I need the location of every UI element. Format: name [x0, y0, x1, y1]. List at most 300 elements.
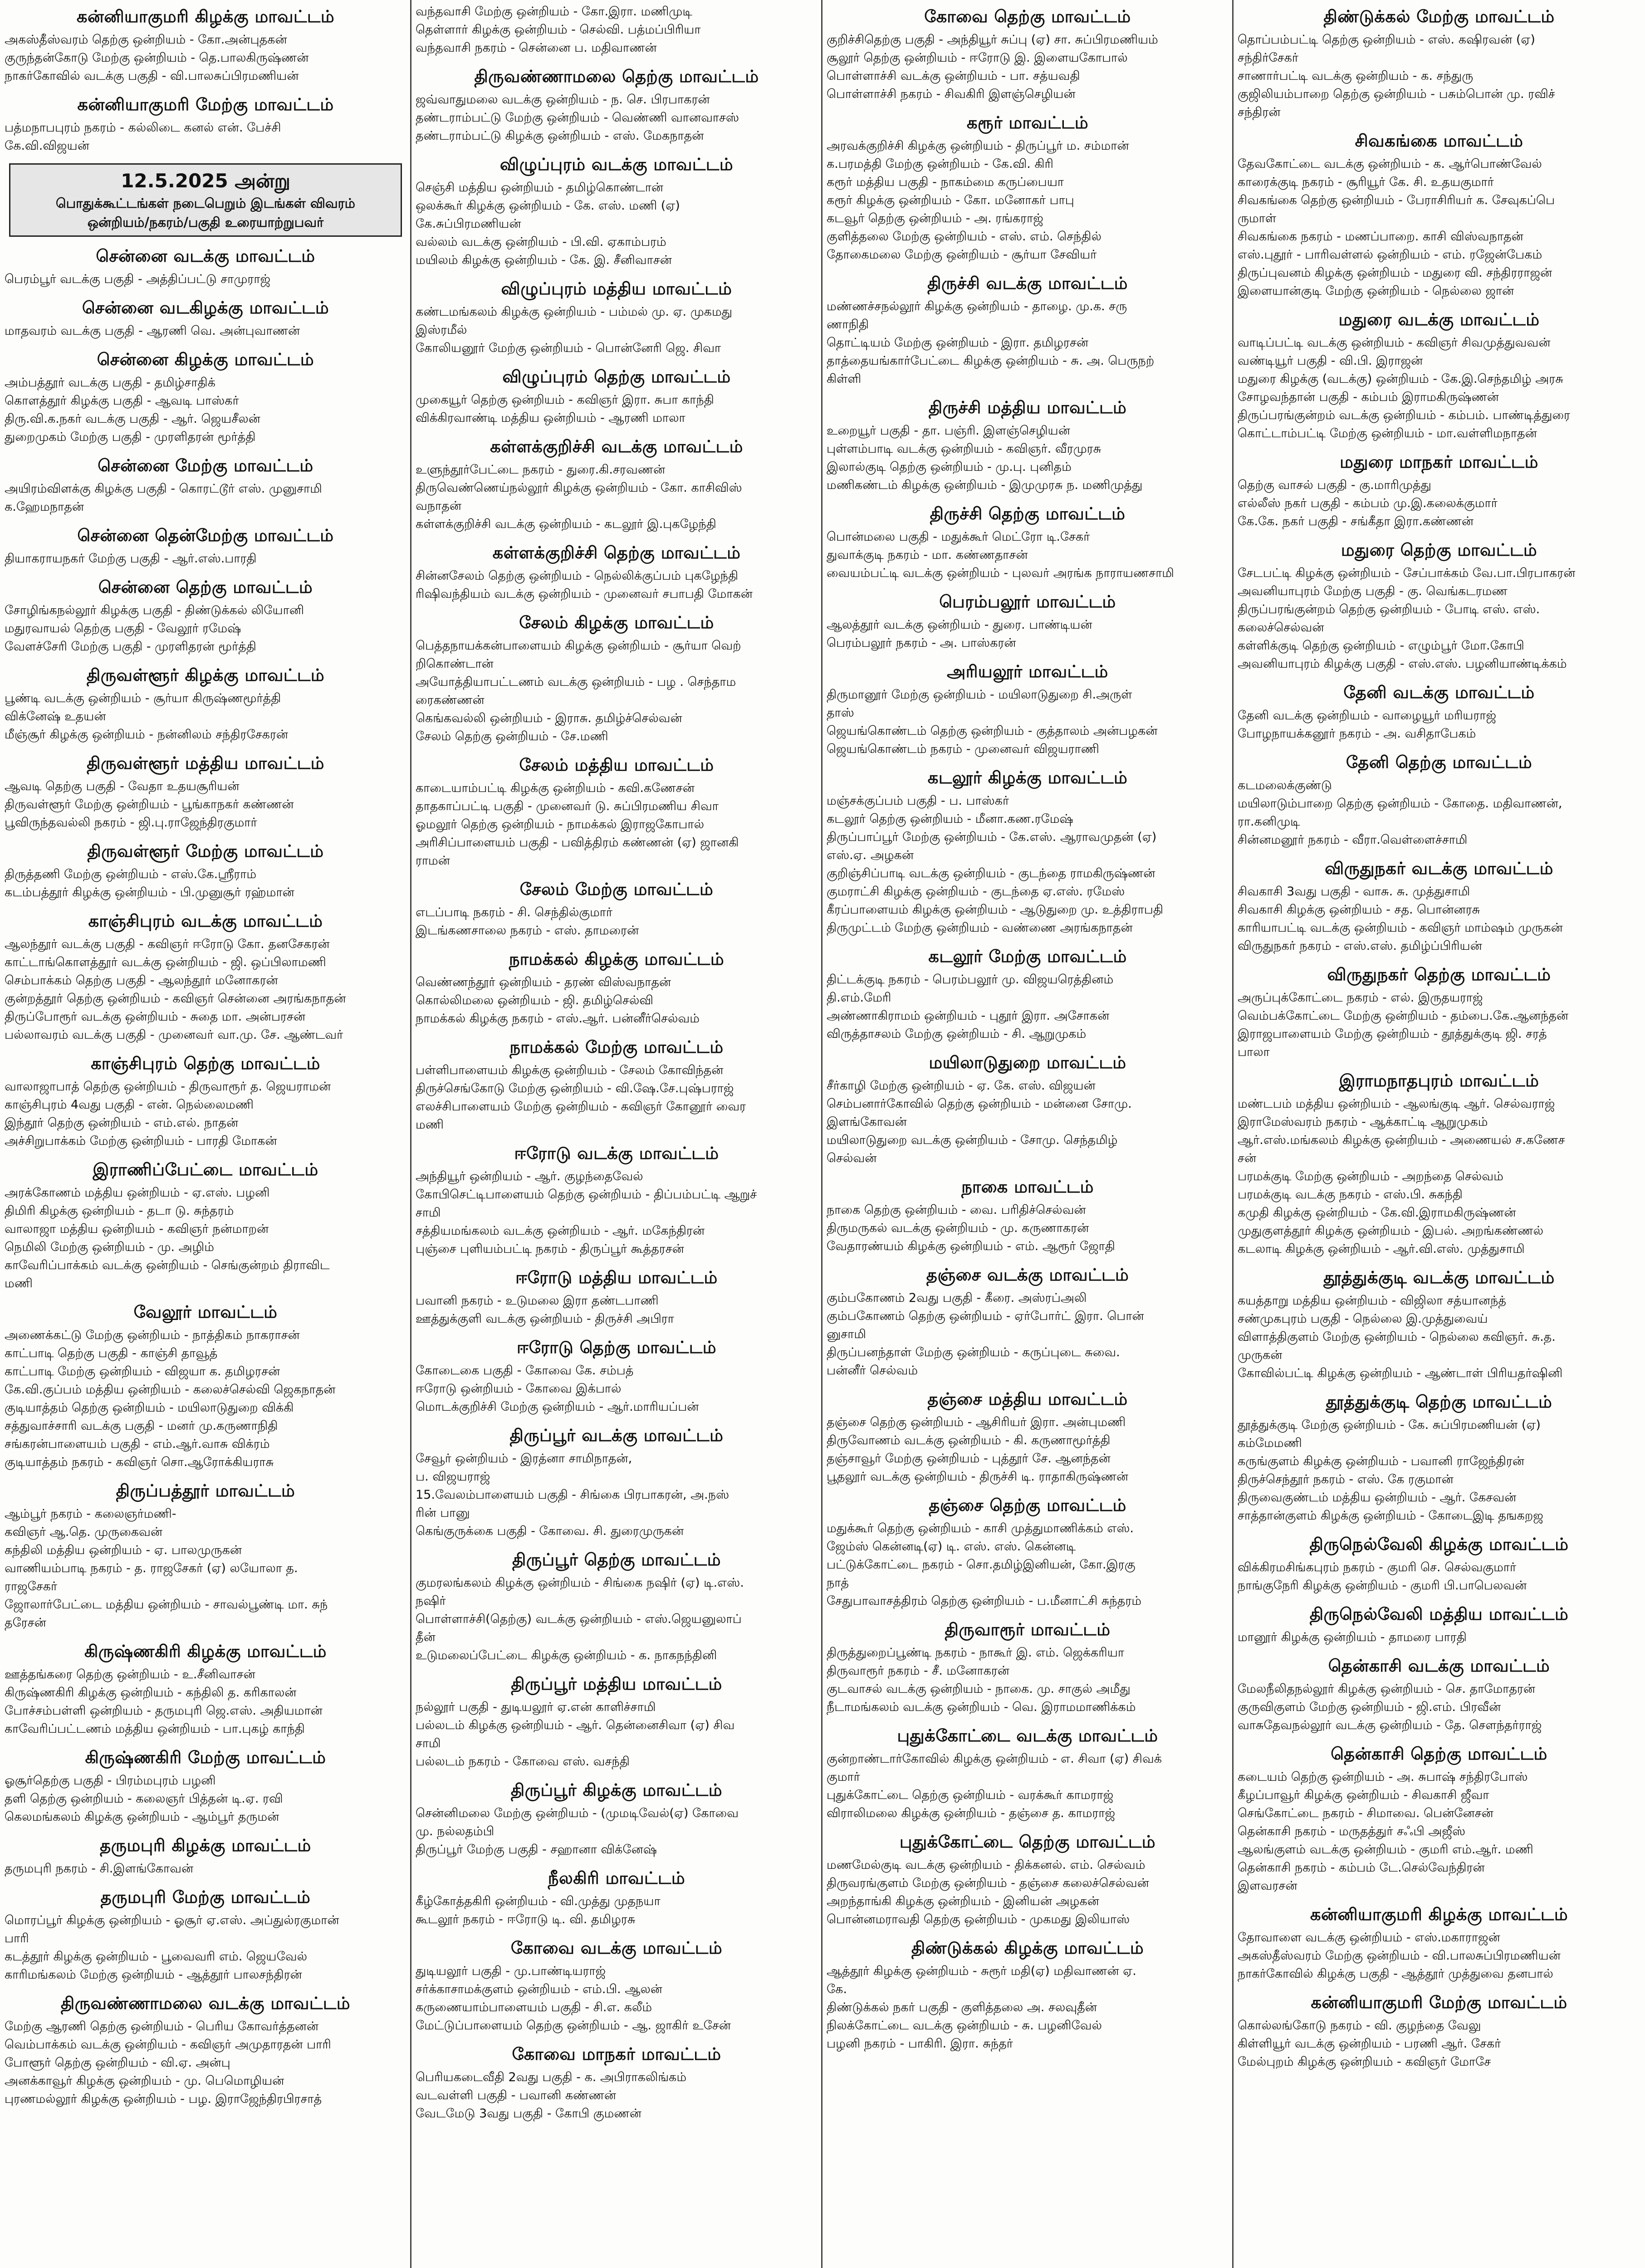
speaker-entry: போளூர் தெற்கு ஒன்றியம் - வி.ஏ. அன்பு	[5, 2056, 230, 2070]
column-2	[411, 0, 822, 2268]
speaker-entry: திருச்செந்தூர் நகரம் - எஸ். கே ரகுமான்	[1238, 1472, 1454, 1486]
speaker-entry: திருமானூர் மேற்கு ஒன்றியம் - மயிலாடுதுறை சி.அருள்	[827, 688, 1132, 702]
district-heading: மதுரை வடக்கு மாவட்டம்	[1338, 310, 1540, 329]
district-heading: கடலூர் மேற்கு மாவட்டம்	[928, 947, 1127, 966]
district-section	[416, 153, 818, 269]
district-heading: திருச்சி தெற்கு மாவட்டம்	[930, 504, 1126, 523]
speaker-entry: ரின் பானு	[416, 1506, 470, 1520]
district-section	[416, 366, 818, 427]
speaker-entry: ராமன்	[416, 854, 450, 868]
speaker-entry: பொன்னமராவதி தெற்கு ஒன்றியம் - முகமது இலியாஸ்	[827, 1912, 1130, 1926]
speaker-entry: அண்ணாகிராமம் ஒன்றியம் - புதூர் இரா. அசோகன்	[827, 1009, 1110, 1023]
speaker-entry: இளையான்குடி மேற்கு ஒன்றியம் - நெல்லை ஜான்	[1238, 284, 1514, 298]
speaker-entry: திருத்துறைப்பூண்டி நகரம் - நாகூர் இ. எம். ஜெக்கரியா	[827, 1646, 1124, 1660]
district-heading: ஈரோடு தெற்கு மாவட்டம்	[516, 1338, 717, 1357]
district-heading: திருப்பத்தூர் மாவட்டம்	[116, 1481, 295, 1501]
speaker-entry: கருணையாம்பாளையம் பகுதி - சி.எ. கலீம்	[416, 2000, 652, 2014]
speaker-entry: மொடக்குறிச்சி மேற்கு ஒன்றியம் - ஆர்.மாரியப்பன்	[416, 1400, 699, 1414]
district-heading: திண்டுக்கல் கிழக்கு மாவட்டம்	[911, 1938, 1144, 1958]
speaker-entry: கலைச்செல்வன்	[1238, 621, 1324, 635]
speaker-entry: வாணியம்பாடி நகரம் - த. ராஜசேகர் (ஏ) லயோலா த.	[5, 1561, 298, 1575]
speaker-entry: வந்தவாசி நகரம் - சென்னை ப. மதிவாணன்	[416, 41, 657, 55]
speaker-entry: தண்டராம்பட்டு மேற்கு ஒன்றியம் - வெண்ணி வானவாசஸ்	[416, 111, 739, 125]
district-section	[416, 435, 818, 533]
speaker-entry: நீடாமங்கலம் வடக்கு ஒன்றியம் - வெ. இராமமாணிக்கம்	[827, 1700, 1136, 1714]
district-heading: மதுரை தெற்கு மாவட்டம்	[1341, 540, 1537, 560]
speaker-entry: கே.	[827, 1982, 847, 1996]
speaker-entry: விளாத்திகுளம் மேற்கு ஒன்றியம் - நெல்லை கவிஞர். சு.த.	[1238, 1330, 1556, 1344]
speaker-entry: தென்காசி நகரம் - கம்பம் டே.செல்வேந்திரன்	[1238, 1861, 1485, 1875]
speaker-entry: பட்டுக்கோட்டை நகரம் - சொ.தமிழ்இனியன், கோ.இரகு	[827, 1558, 1136, 1572]
district-heading: புதுக்கோட்டை வடக்கு மாவட்டம்	[897, 1726, 1158, 1745]
speaker-entry: கோபிசெட்டிபாளையம் தெற்கு ஒன்றியம் - திப்பம்பட்டி ஆறுச்	[416, 1188, 757, 1202]
speaker-entry: திருச்செங்கோடு மேற்கு ஒன்றியம் - வி.ஷே.சே.புஷ்பராஜ்	[416, 1081, 734, 1095]
district-section	[416, 948, 818, 1028]
speaker-entry: ரிஷிவந்தியம் வடக்கு ஒன்றியம் - முனைவர் சபாபதி மோகன்	[416, 587, 753, 601]
speaker-entry: தாத்தையங்கார்பேட்டை கிழக்கு ஒன்றியம் - சு. அ. பெருநற்	[827, 354, 1155, 368]
speaker-entry: விருதுநகர் நகரம் - எஸ்.எஸ். தமிழ்ப்பிரியன்	[1238, 939, 1482, 953]
speaker-entry: திருமருகல் வடக்கு ஒன்றியம் - மு. கருணாகரன்	[827, 1221, 1089, 1235]
speaker-entry: மணிகண்டம் கிழக்கு ஒன்றியம் - இமுமுரசு ந. மணிமுத்து	[827, 478, 1143, 492]
speaker-entry: பொள்ளாச்சி(தெற்கு) வடக்கு ஒன்றியம் - எஸ்.ஜெயனுலாப்	[416, 1612, 742, 1626]
district-heading: கோவை தெற்கு மாவட்டம்	[924, 7, 1131, 26]
district-heading: கன்னியாகுமரி மேற்கு மாவட்டம்	[1311, 1993, 1567, 2012]
speaker-entry: தி.எம்.மேரி	[827, 991, 891, 1005]
speaker-entry: கடலாடி கிழக்கு ஒன்றியம் - ஆர்.வி.எஸ். முத்துசாமி	[1238, 1242, 1525, 1256]
speaker-entry: ஊத்துக்குளி வடக்கு ஒன்றியம் - திருச்சி அபிரா	[416, 1312, 674, 1326]
speaker-entry: ப. விஜயராஜ்	[416, 1470, 490, 1484]
speaker-entry: அறந்தாங்கி கிழக்கு ஒன்றியம் - இனியன் அழகன்	[827, 1894, 1099, 1908]
district-heading: விருதுநகர் தெற்கு மாவட்டம்	[1327, 965, 1551, 984]
district-section	[827, 1264, 1229, 1380]
district-section	[1238, 1603, 1640, 1647]
speaker-entry: குளித்தலை மேற்கு ஒன்றியம் - எஸ். எம். செந்தில்	[827, 230, 1102, 244]
speaker-entry: சேதுபாவாசத்திரம் தெற்கு ஒன்றியம் - ப.மீனாட்சி சுந்தரம்	[827, 1594, 1141, 1608]
district-section	[416, 611, 818, 746]
speaker-entry: திரு.வி.க.நகர் வடக்கு பகுதி - ஆர். ஜெயசீலன்	[5, 412, 260, 426]
speaker-entry: றிகொண்டான்	[416, 657, 494, 671]
district-heading: அரியலூர் மாவட்டம்	[947, 662, 1108, 681]
district-section	[827, 1494, 1229, 1610]
speaker-entry: அவனியாபுரம் கிழக்கு பகுதி - எஸ்.எஸ். பழனியாண்டிக்கம்	[1238, 657, 1567, 671]
speaker-entry: குமார்	[827, 1770, 860, 1784]
speaker-entry: அகஸ்தீஸ்வரம் மேற்கு ஒன்றியம் - வி.பாலசுப்பிரமணியன்	[1238, 1949, 1561, 1963]
speaker-entry: குடவாசல் வடக்கு ஒன்றியம் - நாகை. மு. சாகுல் அமீது	[827, 1682, 1131, 1696]
speaker-entry: விராலிமலை கிழக்கு ஒன்றியம் - தஞ்சை த. காமராஜ்	[827, 1806, 1116, 1820]
district-section	[5, 1992, 406, 2108]
district-section	[5, 1834, 406, 1878]
speaker-entry: குறிச்சிதெற்கு பகுதி - அந்தியூர் சுப்பு (ஏ) சா. சுப்பிரமணியம்	[827, 33, 1158, 47]
speaker-entry: ஆவடி தெற்கு பகுதி - வேதா உதயசூரியன்	[5, 779, 240, 793]
speaker-entry: நாகர்கோவில் வடக்கு பகுதி - வி.பாலசுப்பிரமணியன்	[5, 69, 299, 83]
speaker-entry: காவேரிப்பட்டணம் மத்திய ஒன்றியம் - பா.புகழ் காந்தி	[5, 1722, 305, 1736]
district-section	[827, 272, 1229, 388]
district-section	[827, 503, 1229, 582]
speaker-entry: திருவள்ளூர் மேற்கு ஒன்றியம் - பூங்காநகர் கண்ணன்	[5, 797, 294, 811]
speaker-entry: தென்காசி நகரம் - மருதத்துர் சஃபி அஜீஸ்	[1238, 1824, 1466, 1838]
district-heading: திருச்சி மத்திய மாவட்டம்	[928, 398, 1127, 417]
speaker-entry: கோவில்பட்டி கிழக்கு ஒன்றியம் - ஆண்டாள் பிரியதர்ஷினி	[1238, 1366, 1563, 1380]
speaker-entry: அயோத்தியாபட்டணம் வடக்கு ஒன்றியம் - பழ . செந்தாம	[416, 675, 736, 689]
district-section	[827, 1176, 1229, 1256]
district-heading: சேலம் மத்திய மாவட்டம்	[519, 755, 714, 775]
speaker-entry: கடவூர் தெற்கு ஒன்றியம் - அ. ரங்கராஜ்	[827, 211, 1043, 225]
speaker-entry: குருவிகுளம் மேற்கு ஒன்றியம் - ஜி.எம். பிரவீன்	[1238, 1700, 1501, 1714]
speaker-entry: அம்பத்தூர் வடக்கு பகுதி - தமிழ்சாதிக்	[5, 376, 215, 390]
speaker-entry: சூலூர் தெற்கு ஒன்றியம் - ஈரோடு இ. இளையகோபால்	[827, 51, 1128, 65]
speaker-entry: கிருஷ்ணகிரி கிழக்கு ஒன்றியம் - கந்திலி த. கரிகாலன்	[5, 1686, 297, 1700]
district-section	[5, 1301, 406, 1471]
speaker-entry: சேவூர் ஒன்றியம் - இரத்னா சாமிநாதன்,	[416, 1452, 632, 1466]
speaker-entry: கந்திலி மத்திய ஒன்றியம் - ஏ. பாலமுருகன்	[5, 1543, 242, 1557]
district-heading: கன்னியாகுமரி மேற்கு மாவட்டம்	[77, 95, 334, 114]
district-section	[5, 664, 406, 744]
speaker-entry: காட்டாங்கொளத்தூர் வடக்கு ஒன்றியம் - ஜி. ஒப்பிலாமணி	[5, 955, 326, 969]
speaker-entry: கே.கே. நகர் பகுதி - சங்கீதா இரா.கண்ணன்	[1238, 514, 1474, 528]
speaker-entry: துறைமுகம் மேற்கு பகுதி - முரளிதரன் மூர்த்தி	[5, 430, 256, 444]
speaker-entry: மதுரை கிழக்கு (வடக்கு) ஒன்றியம் - கே.இ.செந்தமிழ் அரசு	[1238, 372, 1563, 386]
speaker-entry: சின்னமனூர் நகரம் - வீரா.வெள்ளைச்சாமி	[1238, 833, 1468, 847]
district-section	[5, 1886, 406, 1984]
speaker-entry: கீழப்பாவூர் கிழக்கு ஒன்றியம் - சிவகாசி ஜீவா	[1238, 1788, 1489, 1802]
speaker-entry: வநாதன்	[416, 499, 462, 513]
district-section	[827, 5, 1229, 103]
district-heading: தஞ்சை மத்திய மாவட்டம்	[927, 1389, 1128, 1409]
speaker-entry: கே.வி.குப்பம் மத்திய ஒன்றியம் - கலைச்செல்வி ஜெகநாதன்	[5, 1383, 336, 1397]
speaker-entry: செம்பனார்கோவில் தெற்கு ஒன்றியம் - மன்னை சோமு.	[827, 1097, 1132, 1111]
speaker-entry: சாத்தான்குளம் கிழக்கு ஒன்றியம் - கோடைஇடி தஙகறஜ	[1238, 1509, 1543, 1523]
district-section	[5, 524, 406, 568]
speaker-entry: ஜவ்வாதுமலை வடக்கு ஒன்றியம் - ந. செ. பிரபாகரன்	[416, 93, 710, 107]
speaker-entry: நாத்	[827, 1576, 849, 1590]
district-heading: திருப்பூர் தெற்கு மாவட்டம்	[512, 1550, 721, 1569]
district-section	[416, 1673, 818, 1771]
speaker-entry: மயிலாடும்பாறை தெற்கு ஒன்றியம் - கோதை. மதிவாணன்,	[1238, 797, 1562, 811]
district-section	[416, 1424, 818, 1540]
speaker-entry: காட்பாடி தெற்கு பகுதி - காஞ்சி தாவூத்	[5, 1346, 218, 1360]
district-section	[827, 396, 1229, 494]
speaker-entry: பள்ளிபாளையம் கிழக்கு ஒன்றியம் - சேலம் கோவிந்தன்	[416, 1063, 724, 1077]
district-section	[1238, 1533, 1640, 1595]
speaker-entry: மானூர் கிழக்கு ஒன்றியம் - தாமரை பாரதி	[1238, 1630, 1467, 1644]
district-section	[1238, 751, 1640, 849]
speaker-entry: பரமக்குடி மேற்கு ஒன்றியம் - அறந்தை செல்வம்	[1238, 1169, 1503, 1183]
speaker-entry: பழனி நகரம் - பாகிரி. இரா. சுந்தர்	[827, 2037, 1013, 2051]
speaker-entry: காடையாம்பட்டி கிழக்கு ஒன்றியம் - கவி.கணேசன்	[416, 781, 695, 795]
district-heading: திருநெல்வேலி மத்திய மாவட்டம்	[1309, 1604, 1569, 1624]
district-heading: திருப்பூர் கிழக்கு மாவட்டம்	[510, 1780, 723, 1800]
speaker-entry: சண்முகபுரம் பகுதி - நெல்லை இ.முத்துவைய்	[1238, 1312, 1488, 1326]
speaker-entry: கெங்குருக்கை பகுதி - கோவை. சி. துரைமுருகன்	[416, 1524, 684, 1538]
speaker-entry: பெரம்பலூர் நகரம் - அ. பாஸ்கரன்	[827, 636, 1016, 650]
speaker-entry: ரைகண்ணன்	[416, 693, 485, 707]
speaker-entry: சந்திர்சேகர்	[1238, 51, 1298, 65]
district-heading: இராணிப்பேட்டை மாவட்டம்	[93, 1160, 318, 1179]
speaker-entry: திமிரி கிழக்கு ஒன்றியம் - தடா டு. சுந்தரம்	[5, 1204, 234, 1218]
speaker-entry: தஞ்சை தெற்கு ஒன்றியம் - ஆசிரியர் இரா. அன்புமணி	[827, 1415, 1126, 1429]
speaker-entry: ஆலங்குளம் வடக்கு ஒன்றியம் - குமரி எம்.ஆர். மணி	[1238, 1843, 1533, 1857]
speaker-entry: சேலம் தெற்கு ஒன்றியம் - சே.மணி	[416, 729, 608, 743]
speaker-entry: க.ஹேமநாதன்	[5, 500, 84, 514]
speaker-entry: கயத்தாறு மத்திய ஒன்றியம் - விஜிலா சத்யானந்த்	[1238, 1294, 1506, 1308]
speaker-entry: பொள்ளாச்சி வடக்கு ஒன்றியம் - பா. சத்யவதி	[827, 69, 1080, 83]
district-heading: இராமநாதபுரம் மாவட்டம்	[1339, 1071, 1539, 1090]
notice-date: 12.5.2025 அன்று	[121, 170, 290, 192]
speaker-entry: பரமக்குடி வடக்கு நகரம் - எஸ்.பி. சுகந்தி	[1238, 1188, 1463, 1202]
speaker-entry: தண்டராம்பட்டு கிழக்கு ஒன்றியம் - எஸ். மேகநாதன்	[416, 129, 704, 143]
speaker-entry: இளவரசன்	[1238, 1879, 1297, 1893]
speaker-entry: பெரம்பூர் வடக்கு பகுதி - அத்திப்பட்டு சாமுராஜ்	[5, 272, 270, 286]
district-section	[416, 878, 818, 940]
district-section	[827, 1831, 1229, 1929]
column-4	[1233, 0, 1645, 2268]
speaker-entry: திருப்பரங்குன்றம் தெற்கு ஒன்றியம் - போடி எஸ். எஸ்.	[1238, 602, 1540, 616]
speaker-entry: தஞ்சாவூர் மேற்கு ஒன்றியம் - புத்தூர் சே. ஆனந்தன்	[827, 1452, 1111, 1466]
speaker-entry: மணி	[5, 1276, 33, 1290]
column-3	[822, 0, 1233, 2268]
speaker-entry: திருப்புவனம் கிழக்கு ஒன்றியம் - மதுரை வி. சந்திரராஜன்	[1238, 266, 1552, 280]
speaker-entry: எலச்சிபாளையம் மேற்கு ஒன்றியம் - கவிஞர் கோனூர் வைர	[416, 1100, 746, 1114]
district-heading: தஞ்சை தெற்கு மாவட்டம்	[929, 1496, 1126, 1515]
speaker-entry: தொட்டியம் மேற்கு ஒன்றியம் - இரா. தமிழரசன்	[827, 336, 1089, 350]
speaker-entry: வாலாஜா மத்திய ஒன்றியம் - கவிஞர் நன்மாறன்	[5, 1222, 269, 1236]
speaker-entry: புரணமல்லூர் கிழக்கு ஒன்றியம் - பழ. இராஜேந்திரபிரசாத்	[5, 2092, 322, 2106]
speaker-entry: புதுக்கோட்டை தெற்கு ஒன்றியம் - வரக்கூர் காமராஜ்	[827, 1788, 1114, 1802]
speaker-entry: இந்தூர் தெற்கு ஒன்றியம் - எம்.எல். நாதன்	[5, 1116, 239, 1130]
speaker-entry: கடையம் தெற்கு ஒன்றியம் - அ. சுபாஷ் சந்திரபோஸ்	[1238, 1770, 1528, 1784]
district-heading: கோவை வடக்கு மாவட்டம்	[510, 1938, 723, 1958]
district-heading: புதுக்கோட்டை தெற்கு மாவட்டம்	[899, 1832, 1156, 1852]
speaker-entry: காரைக்குடி நகரம் - சூரியூர் கே. சி. உதயகுமார்	[1238, 175, 1494, 189]
district-section	[1238, 1391, 1640, 1525]
district-heading: தருமபுரி கிழக்கு மாவட்டம்	[100, 1836, 311, 1855]
district-section	[416, 1336, 818, 1416]
speaker-entry: இஸ்ரமீல்	[416, 323, 467, 337]
speaker-entry: ஆத்தூர் கிழக்கு ஒன்றியம் - சுரூர் மதி(ஏ) மதிவாணன் ஏ.	[827, 1964, 1136, 1978]
district-section	[1238, 1070, 1640, 1258]
speaker-entry: புள்ளம்பாடி வடக்கு ஒன்றியம் - கவிஞர். வீரமுரசு	[827, 442, 1102, 456]
district-heading: சென்னை மேற்கு மாவட்டம்	[98, 456, 313, 475]
speaker-entry: போழநாயக்கனூர் நகரம் - அ. வசிதாபேகம்	[1238, 727, 1476, 741]
speaker-entry: குமரலங்கலம் கிழக்கு ஒன்றியம் - சிங்கை நஷிர் (ஏ) டி.எஸ்.	[416, 1576, 744, 1590]
district-heading: கிருஷ்ணகிரி மேற்கு மாவட்டம்	[85, 1748, 326, 1767]
district-section	[416, 1036, 818, 1134]
speaker-entry: சாணார்பட்டி வடக்கு ஒன்றியம் - க. சந்துரு	[1238, 69, 1474, 83]
district-section	[416, 1549, 818, 1665]
district-section	[5, 297, 406, 340]
speaker-entry: ஜேம்ஸ் கென்னடி(ஏ) டி. எஸ். எஸ். கென்னடி	[827, 1540, 1076, 1554]
district-heading: கோவை மாநகர் மாவட்டம்	[512, 2044, 721, 2064]
speaker-entry: மண்ணச்சநல்லூர் கிழக்கு ஒன்றியம் - தாழை. மு.க. சரு	[827, 299, 1127, 313]
speaker-entry: மாதவரம் வடக்கு பகுதி - ஆரணி வெ. அன்புவாணன்	[5, 324, 300, 338]
district-heading: சேலம் கிழக்கு மாவட்டம்	[519, 613, 714, 632]
speaker-entry: தாதகாப்பட்டி பகுதி - முனைவர் டு. சுப்பிரமணிய சிவா	[416, 799, 719, 813]
district-section	[827, 1051, 1229, 1168]
speaker-entry: நாங்குநேரி கிழக்கு ஒன்றியம் - குமரி பி.பாபெலவன்	[1238, 1579, 1527, 1593]
speaker-entry: திருவரங்குளம் மேற்கு ஒன்றியம் - தஞ்சை கலைச்செல்வன்	[827, 1876, 1149, 1890]
district-section	[827, 945, 1229, 1043]
speaker-entry: மேலநீலிதநல்லூர் கிழக்கு ஒன்றியம் - செ. தாமோதரன்	[1238, 1682, 1536, 1696]
speaker-entry: மீஞ்சூர் கிழக்கு ஒன்றியம் - நன்னிலம் சந்திரசேகரன்	[5, 728, 289, 742]
district-section	[5, 348, 406, 446]
speaker-entry: கள்ளக்குறிச்சி வடக்கு ஒன்றியம் - கடலூர் இ.புகழேந்தி	[416, 517, 716, 531]
speaker-entry: ணாநிதி	[827, 318, 869, 332]
district-heading: காஞ்சிபுரம் வடக்கு மாவட்டம்	[88, 911, 323, 931]
notice-title: பொதுக்கூட்டங்கள் நடைபெறும் இடங்கள் விவரம்	[56, 196, 355, 211]
speaker-entry: வேடமேடு 3வது பகுதி - கோபி குமணன்	[416, 2107, 641, 2121]
speaker-entry: மொரப்பூர் கிழக்கு ஒன்றியம் - ஓசூர் ஏ.எஸ். அப்துல்ரகுமான்	[5, 1913, 339, 1927]
speaker-entry: முருகன்	[1238, 1348, 1283, 1362]
district-section	[827, 1388, 1229, 1486]
speaker-entry: திருத்தணி மேற்கு ஒன்றியம் - எஸ்.கே.ஸ்ரீராம்	[5, 867, 257, 881]
speaker-entry: பெரியகடைவீதி 2வது பகுதி - க. அபிராகலிங்கம்	[416, 2070, 687, 2084]
speaker-entry: அவனியாபுரம் மேற்கு பகுதி - கு. வெங்கடரமண	[1238, 584, 1508, 598]
speaker-entry: பவானி நகரம் - உடுமலை இரா தண்டபாணி	[416, 1294, 659, 1308]
district-heading: திருப்பூர் வடக்கு மாவட்டம்	[509, 1426, 724, 1445]
district-heading: திருவண்ணாமலை தெற்கு மாவட்டம்	[474, 67, 759, 86]
district-heading: விழுப்புரம் தெற்கு மாவட்டம்	[502, 367, 731, 386]
speaker-entry: சோழிங்கநல்லூர் கிழக்கு பகுதி - திண்டுக்கல் லியோனி	[5, 603, 304, 617]
district-section	[416, 1142, 818, 1258]
district-heading: தென்காசி வடக்கு மாவட்டம்	[1328, 1656, 1550, 1676]
district-heading: நாமக்கல் கிழக்கு மாவட்டம்	[509, 949, 725, 969]
district-section	[827, 591, 1229, 652]
speaker-entry: மயிலம் கிழக்கு ஒன்றியம் - கே. இ. சீனிவாசன்	[416, 253, 672, 267]
column-1	[0, 0, 411, 2268]
speaker-entry: குருந்தன்கோடு மேற்கு ஒன்றியம் - தெ.பாலகிருஷ்ணன்	[5, 51, 309, 65]
district-heading: திருநெல்வேலி கிழக்கு மாவட்டம்	[1309, 1535, 1569, 1554]
speaker-entry: கம்மேமணி	[1238, 1436, 1302, 1450]
speaker-entry: உளுந்தூர்பேட்டை நகரம் - துரை.கி.சரவணன்	[416, 463, 666, 477]
speaker-entry: அயிரம்விளக்கு கிழக்கு பகுதி - கொரட்டூர் எஸ். முனுசாமி	[5, 482, 322, 496]
speaker-entry: நல்லூர் பகுதி - துடியலூர் ஏ.என் காளிச்சாமி	[416, 1700, 656, 1714]
district-section	[1238, 5, 1640, 122]
speaker-entry: இலால்குடி தெற்கு ஒன்றியம் - மு.பு. புனிதம்	[827, 460, 1072, 474]
district-heading: ஈரோடு மத்திய மாவட்டம்	[515, 1268, 718, 1287]
district-section	[5, 245, 406, 288]
speaker-entry: திருப்பனந்தாள் மேற்கு ஒன்றியம் - கருப்புடை சுவை.	[827, 1345, 1120, 1359]
speaker-entry: சேடபட்டி கிழக்கு ஒன்றியம் - சேப்பாக்கம் வே.பா.பிரபாகரன்	[1238, 566, 1576, 580]
speaker-entry: பொன்மலை பகுதி - மதுக்கூர் மெட்ரோ டி.சேகர்	[827, 530, 1090, 544]
district-heading: கரூர் மாவட்டம்	[966, 113, 1089, 132]
speaker-entry: சோழவந்தான் பகுதி - கம்பம் இராமகிருஷ்ணன்	[1238, 390, 1499, 404]
speaker-entry: எடப்பாடி நகரம் - சி. செந்தில்குமார்	[416, 905, 613, 919]
speaker-entry: முகையூர் தெற்கு ஒன்றியம் - கவிஞர் இரா. சுபா காந்தி	[416, 393, 714, 407]
speaker-entry: பல்லடம் கிழக்கு ஒன்றியம் - ஆர். தென்னைசிவா (ஏ) சிவ	[416, 1718, 735, 1732]
speaker-entry: சிவகாசி கிழக்கு ஒன்றியம் - சத. பொன்னரசு	[1238, 903, 1480, 917]
speaker-entry: ஈரோடு ஒன்றியம் - கோவை இக்பால்	[416, 1382, 622, 1396]
district-heading: திருச்சி வடக்கு மாவட்டம்	[927, 274, 1128, 293]
notice-subtitle: ஒன்றியம்/நகரம்/பகுதி உரையாற்றுபவர்	[87, 215, 324, 230]
speaker-entry: கொல்லிமலை ஒன்றியம் - ஜி. தமிழ்செல்வி	[416, 993, 653, 1007]
district-heading: கடலூர் கிழக்கு மாவட்டம்	[927, 768, 1128, 787]
district-section	[416, 542, 818, 603]
speaker-entry: பல்லாவரம் வடக்கு பகுதி - முனைவர் வா.மு. சே. ஆண்டவர்	[5, 1028, 343, 1042]
speaker-entry: ராஜசேகர்	[5, 1579, 58, 1593]
speaker-entry: அகஸ்தீஸ்வரம் தெற்கு ஒன்றியம் - கோ.அன்புதகன்	[5, 33, 287, 47]
speaker-entry: தூத்துக்குடி மேற்கு ஒன்றியம் - கே. சுப்பிரமணியன் (ஏ)	[1238, 1418, 1541, 1432]
speaker-entry: தளி தெற்கு ஒன்றியம் - கலைஞர் பித்தன் டி.ஏ. ரவி	[5, 1792, 283, 1806]
speaker-entry: உடுமலைப்பேட்டை கிழக்கு ஒன்றியம் - க. நாகநந்தினி	[416, 1648, 717, 1662]
speaker-entry: போச்சம்பள்ளி ஒன்றியம் - தருமபுரி ஜெ.எஸ். அதியமான்	[5, 1704, 323, 1718]
speaker-entry: கொட்டாம்பட்டி மேற்கு ஒன்றியம் - மா.வள்ளிமநாதன்	[1238, 426, 1537, 440]
speaker-entry: விருத்தாசலம் மேற்கு ஒன்றியம் - சி. ஆறுமுகம்	[827, 1027, 1087, 1041]
speaker-entry: எஸ்.புதூர் - பாரிவள்ளல் ஒன்றியம் - எம். ரஜேன்பேகம்	[1238, 248, 1542, 262]
speaker-entry: மேற்கு ஆரணி தெற்கு ஒன்றியம் - பெரிய கோவர்த்தனன்	[5, 2019, 319, 2033]
speaker-entry: திருப்பரங்குன்றம் வடக்கு ஒன்றியம் - கம்பம். பாண்டித்துரை	[1238, 408, 1570, 422]
speaker-entry: கள்ளிக்குடி தெற்கு ஒன்றியம் - எழும்பூர் மோ.கோபி	[1238, 639, 1524, 653]
speaker-entry: மு. நல்லதம்பி	[416, 1824, 494, 1838]
district-heading: திருவள்ளூர் கிழக்கு மாவட்டம்	[86, 665, 325, 685]
speaker-entry: கடமலைக்குண்டு	[1238, 778, 1332, 792]
speaker-entry: வந்தவாசி மேற்கு ஒன்றியம் - கோ.இரா. மணிமுடி	[416, 5, 692, 19]
speaker-entry: வையம்பட்டி வடக்கு ஒன்றியம் - புலவர் அரங்க நாராயணசாமி	[827, 566, 1174, 580]
speaker-entry: வேளச்சேரி மேற்கு பகுதி - முரளிதரன் மூர்த்தி	[5, 640, 256, 654]
speaker-entry: வேதாரண்யம் கிழக்கு ஒன்றியம் - எம். ஆரூர் ஜோதி	[827, 1239, 1115, 1253]
speaker-entry: அருப்புக்கோட்டை நகரம் - எல். இருதயராஜ்	[1238, 991, 1483, 1005]
district-section	[827, 112, 1229, 264]
district-section	[416, 3, 818, 57]
speaker-entry: இடங்கணசாலை நகரம் - எஸ். தாமரைன்	[416, 924, 639, 938]
speaker-entry: துடியலூர் பகுதி - மு.பாண்டியராஜ்	[416, 1964, 606, 1978]
district-heading: விழுப்புரம் மத்திய மாவட்டம்	[501, 279, 732, 298]
speaker-entry: தீன்	[416, 1630, 436, 1644]
speaker-entry: கிள்ளி	[827, 372, 862, 386]
district-heading: சென்னை வடக்கு மாவட்டம்	[96, 246, 315, 266]
speaker-entry: கும்பகோணம் 2வது பகுதி - கீரை. அஸ்ரப்அலி	[827, 1291, 1087, 1305]
district-section	[5, 1640, 406, 1738]
district-heading: தூத்துக்குடி வடக்கு மாவட்டம்	[1323, 1268, 1555, 1287]
speaker-entry: கீரப்பாளையம் கிழக்கு ஒன்றியம் - ஆடுதுறை மு. உத்திராபதி	[827, 903, 1164, 917]
speaker-entry: கொல்லங்கோடு நகரம் - வி. குழந்தை வேலு	[1238, 2019, 1481, 2033]
speaker-entry: காவேரிப்பாக்கம் வடக்கு ஒன்றியம் - செங்குன்றம் திராவிட	[5, 1258, 330, 1272]
speaker-entry: அந்தியூர் ஒன்றியம் - ஆர். குழந்தைவேல்	[416, 1169, 643, 1183]
speaker-entry: நாகை தெற்கு ஒன்றியம் - வை. பரிதிச்செல்வன்	[827, 1203, 1086, 1217]
district-section	[1238, 1655, 1640, 1735]
speaker-entry: வாடிப்பட்டி வடக்கு ஒன்றியம் - கவிஞர் சிவமுத்துவவன்	[1238, 336, 1551, 350]
speaker-entry: மேட்டுப்பாளையம் தெற்கு ஒன்றியம் - ஆ. ஜாகிர் உசேன்	[416, 2019, 731, 2033]
speaker-entry: தரேசன்	[5, 1616, 46, 1630]
district-heading: தென்காசி தெற்கு மாவட்டம்	[1331, 1744, 1547, 1764]
district-section	[5, 5, 406, 85]
speaker-entry: குன்றத்தூர் தெற்கு ஒன்றியம் - கவிஞர் சென்னை அரங்கநாதன்	[5, 992, 346, 1006]
district-heading: திருப்பூர் மத்திய மாவட்டம்	[511, 1674, 722, 1694]
district-heading: ஈரோடு வடக்கு மாவட்டம்	[514, 1144, 719, 1163]
speaker-entry: காரியாபட்டி வடக்கு ஒன்றியம் - கவிஞர் மாம்ஷம் முருகன்	[1238, 921, 1563, 935]
district-heading: மயிலாடுதுறை மாவட்டம்	[929, 1053, 1126, 1072]
speaker-entry: நஷிர்	[416, 1594, 446, 1608]
speaker-entry: துவாக்குடி நகரம் - மா. கண்ணதாசன்	[827, 548, 1028, 562]
speaker-entry: கொளத்தூர் கிழக்கு பகுதி - ஆவடி பாஸ்கர்	[5, 394, 239, 408]
speaker-entry: சிவகங்கை நகரம் - மணப்பாறை. காசி விஸ்வநாதன்	[1238, 230, 1523, 244]
speaker-entry: செம்பாக்கம் தெற்கு பகுதி - ஆலந்தூர் மனோகரன்	[5, 973, 278, 987]
speaker-entry: பூதலூர் வடக்கு ஒன்றியம் - திருச்சி டி. ராதாகிருஷ்ணன்	[827, 1470, 1129, 1484]
district-section	[5, 576, 406, 656]
district-section	[1238, 1903, 1640, 1983]
district-section	[1238, 451, 1640, 531]
speaker-entry: கடத்தூர் கிழக்கு ஒன்றியம் - பூவைவரி எம். ஜெயவேல்	[5, 1950, 307, 1964]
speaker-entry: ஒலக்கூர் கிழக்கு ஒன்றியம் - கே. எஸ். மணி (ஏ)	[416, 199, 680, 213]
speaker-entry: வாசுதேவநல்லூர் வடக்கு ஒன்றியம் - தே. சௌந்தர்ராஜ்	[1238, 1718, 1542, 1732]
speaker-entry: மயிலாடுதுறை வடக்கு ஒன்றியம் - சோமு. செந்தமிழ்	[827, 1133, 1118, 1147]
speaker-entry: கிள்ளியூர் வடக்கு ஒன்றியம் - பரணி ஆர். சேகர்	[1238, 2037, 1501, 2051]
speaker-entry: ருமாள்	[1238, 211, 1277, 225]
district-heading: சென்னை தெற்கு மாவட்டம்	[98, 577, 313, 597]
speaker-entry: நெமிலி மேற்கு ஒன்றியம் - மு. அழிம்	[5, 1240, 214, 1254]
speaker-entry: இளங்கோவன்	[827, 1115, 907, 1129]
speaker-entry: தேவகோட்டை வடக்கு ஒன்றியம் - க. ஆர்பொண்வேல்	[1238, 157, 1542, 171]
speaker-entry: மணி	[416, 1118, 444, 1132]
